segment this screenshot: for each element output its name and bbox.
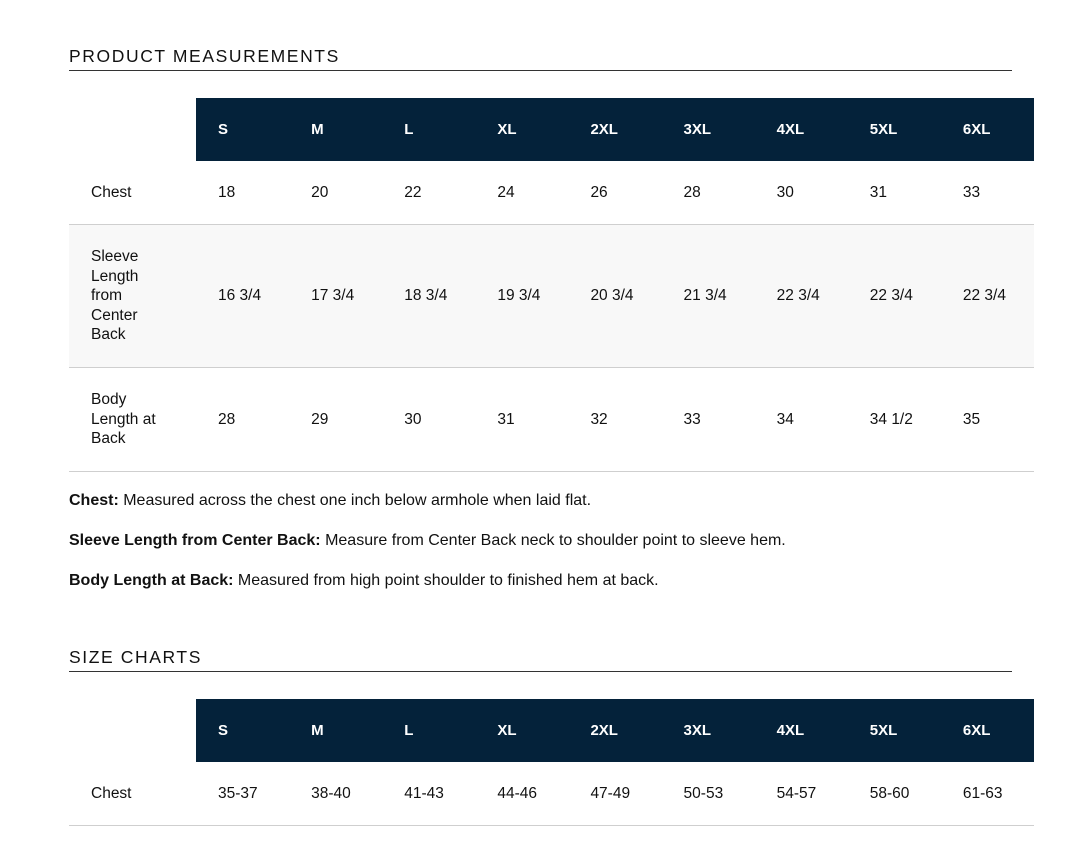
measurement-notes (69, 491, 1069, 611)
row-label: Chest (69, 762, 196, 826)
note-term: Sleeve Length from Center Back: (69, 532, 321, 549)
size-header: 4XL (755, 98, 848, 161)
table-cell: 17 3/4 (289, 225, 382, 368)
measurements-table (69, 98, 1034, 472)
table-cell: 16 3/4 (196, 225, 289, 368)
size-chart-header-row (69, 699, 1034, 762)
table-cell: 24 (475, 161, 568, 225)
note-chest (69, 491, 1069, 531)
table-row-chest (69, 762, 1034, 826)
table-cell: 22 3/4 (941, 225, 1034, 368)
table-cell: 21 3/4 (662, 225, 755, 368)
table-cell: 34 (755, 368, 848, 472)
table-cell: 31 (848, 161, 941, 225)
table-cell: 31 (475, 368, 568, 472)
table-row-chest (69, 161, 1034, 225)
table-cell: 26 (568, 161, 661, 225)
row-label: Body Length at Back (69, 368, 196, 472)
header-corner-cell (69, 98, 196, 161)
size-header: 2XL (568, 699, 661, 762)
note-text: Measured across the chest one inch below armhole when laid flat. (118, 492, 592, 509)
size-header: 6XL (941, 699, 1034, 762)
table-cell: 38-40 (289, 762, 382, 826)
size-chart-table (69, 699, 1034, 826)
table-cell: 47-49 (568, 762, 661, 826)
note-text: Measure from Center Back neck to shoulder point to sleeve hem. (320, 532, 786, 549)
table-row-body-length (69, 368, 1034, 472)
size-header: XL (475, 699, 568, 762)
table-cell: 54-57 (755, 762, 848, 826)
table-cell: 58-60 (848, 762, 941, 826)
table-cell: 33 (941, 161, 1034, 225)
row-label: Sleeve Length from Center Back (69, 225, 196, 368)
table-cell: 20 (289, 161, 382, 225)
size-header: L (382, 699, 475, 762)
table-cell: 35 (941, 368, 1034, 472)
size-header: 5XL (848, 98, 941, 161)
note-sleeve-length (69, 531, 1069, 571)
table-cell: 32 (568, 368, 661, 472)
size-header: M (289, 699, 382, 762)
size-header: XL (475, 98, 568, 161)
table-cell: 30 (382, 368, 475, 472)
table-cell: 35-37 (196, 762, 289, 826)
size-header: 5XL (848, 699, 941, 762)
size-header: L (382, 98, 475, 161)
size-header: 4XL (755, 699, 848, 762)
measurements-header-row (69, 98, 1034, 161)
table-cell: 28 (662, 161, 755, 225)
table-cell: 33 (662, 368, 755, 472)
table-cell: 22 3/4 (848, 225, 941, 368)
size-header: M (289, 98, 382, 161)
table-cell: 22 (382, 161, 475, 225)
row-label: Chest (69, 161, 196, 225)
measurements-table-wrap (69, 98, 1034, 472)
size-header: S (196, 699, 289, 762)
size-header: S (196, 98, 289, 161)
table-cell: 28 (196, 368, 289, 472)
size-header: 6XL (941, 98, 1034, 161)
table-cell: 22 3/4 (755, 225, 848, 368)
note-text: Measured from high point shoulder to finished hem at back. (233, 572, 659, 589)
table-cell: 20 3/4 (568, 225, 661, 368)
table-row-sleeve-length (69, 225, 1034, 368)
size-header: 2XL (568, 98, 661, 161)
table-cell: 18 (196, 161, 289, 225)
table-cell: 50-53 (662, 762, 755, 826)
table-cell: 44-46 (475, 762, 568, 826)
note-body-length (69, 571, 1069, 611)
size-header: 3XL (662, 98, 755, 161)
size-chart-table-wrap (69, 699, 1034, 826)
size-header: 3XL (662, 699, 755, 762)
table-cell: 41-43 (382, 762, 475, 826)
table-cell: 30 (755, 161, 848, 225)
table-cell: 18 3/4 (382, 225, 475, 368)
table-cell: 19 3/4 (475, 225, 568, 368)
note-term: Body Length at Back: (69, 572, 234, 589)
note-term: Chest: (69, 492, 119, 509)
measurements-title: PRODUCT MEASUREMENTS (69, 46, 1012, 71)
size-charts-title: SIZE CHARTS (69, 647, 1012, 672)
header-corner-cell (69, 699, 196, 762)
table-cell: 61-63 (941, 762, 1034, 826)
table-cell: 34 1/2 (848, 368, 941, 472)
table-cell: 29 (289, 368, 382, 472)
